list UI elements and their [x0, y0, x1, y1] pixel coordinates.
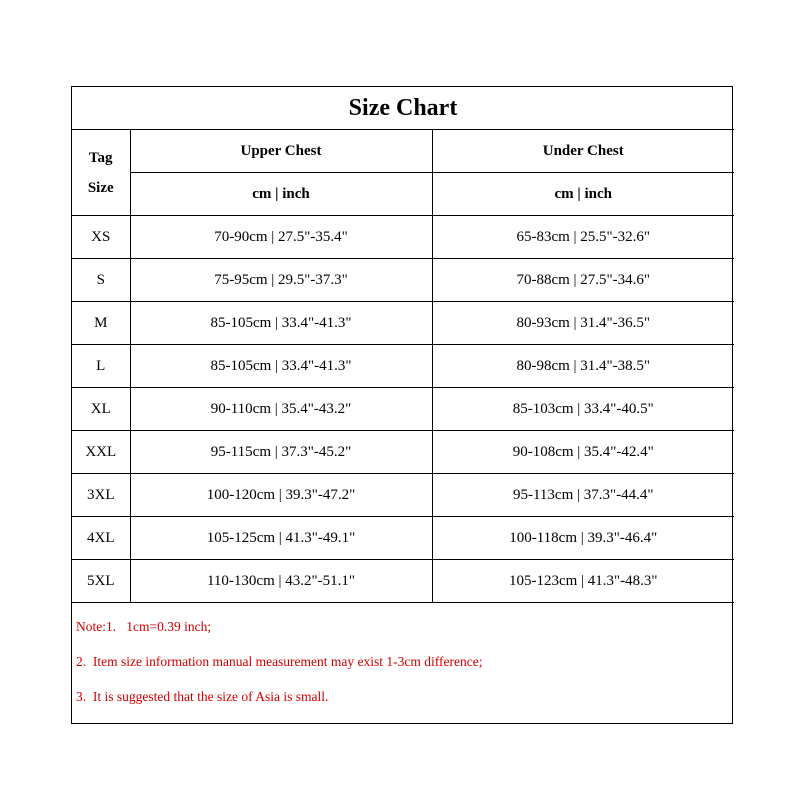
upper-chest-header: Upper Chest: [130, 130, 432, 173]
table-row: [72, 302, 734, 345]
size-chart: [71, 86, 733, 724]
under-chest-cell: 95-113cm | 37.3"-44.4": [432, 474, 734, 517]
size-cell: 4XL: [72, 517, 130, 560]
chart-title: Size Chart: [72, 87, 734, 130]
note-line: 2. Item size information manual measurement may exist 1-3cm difference;: [76, 654, 483, 669]
table-row: [72, 259, 734, 302]
under-chest-cell: 90-108cm | 35.4"-42.4": [432, 431, 734, 474]
table-row: [72, 560, 734, 603]
tag-header-line1: Tag: [88, 149, 113, 166]
upper-chest-cell: 110-130cm | 43.2"-51.1": [130, 560, 432, 603]
upper-chest-cell: 95-115cm | 37.3"-45.2": [130, 431, 432, 474]
size-cell: S: [72, 259, 130, 302]
table-row: [72, 216, 734, 259]
table-row: [72, 345, 734, 388]
table-row: [72, 474, 734, 517]
table-row: [72, 431, 734, 474]
under-chest-cell: 105-123cm | 41.3"-48.3": [432, 560, 734, 603]
size-cell: 3XL: [72, 474, 130, 517]
tag-size-header: [72, 130, 130, 216]
note-line: Note:1. 1cm=0.39 inch;: [76, 619, 212, 634]
under-chest-unit: cm | inch: [432, 173, 734, 216]
under-chest-header: Under Chest: [432, 130, 734, 173]
size-cell: M: [72, 302, 130, 345]
size-cell: XL: [72, 388, 130, 431]
size-cell: XXL: [72, 431, 130, 474]
under-chest-cell: 80-98cm | 31.4"-38.5": [432, 345, 734, 388]
upper-chest-unit: cm | inch: [130, 173, 432, 216]
under-chest-cell: 65-83cm | 25.5"-32.6": [432, 216, 734, 259]
under-chest-cell: 100-118cm | 39.3"-46.4": [432, 517, 734, 560]
upper-chest-cell: 90-110cm | 35.4"-43.2": [130, 388, 432, 431]
under-chest-cell: 70-88cm | 27.5"-34.6": [432, 259, 734, 302]
note-line: 3. It is suggested that the size of Asia is small.: [76, 689, 329, 704]
upper-chest-cell: 85-105cm | 33.4"-41.3": [130, 345, 432, 388]
size-table: [72, 87, 734, 603]
table-row: [72, 517, 734, 560]
notes-section: [72, 603, 732, 724]
under-chest-cell: 85-103cm | 33.4"-40.5": [432, 388, 734, 431]
table-row: [72, 388, 734, 431]
upper-chest-cell: 100-120cm | 39.3"-47.2": [130, 474, 432, 517]
size-cell: L: [72, 345, 130, 388]
under-chest-cell: 80-93cm | 31.4"-36.5": [432, 302, 734, 345]
upper-chest-cell: 105-125cm | 41.3"-49.1": [130, 517, 432, 560]
upper-chest-cell: 70-90cm | 27.5"-35.4": [130, 216, 432, 259]
tag-header-line2: Size: [87, 179, 114, 196]
size-cell: XS: [72, 216, 130, 259]
upper-chest-cell: 85-105cm | 33.4"-41.3": [130, 302, 432, 345]
upper-chest-cell: 75-95cm | 29.5"-37.3": [130, 259, 432, 302]
size-cell: 5XL: [72, 560, 130, 603]
